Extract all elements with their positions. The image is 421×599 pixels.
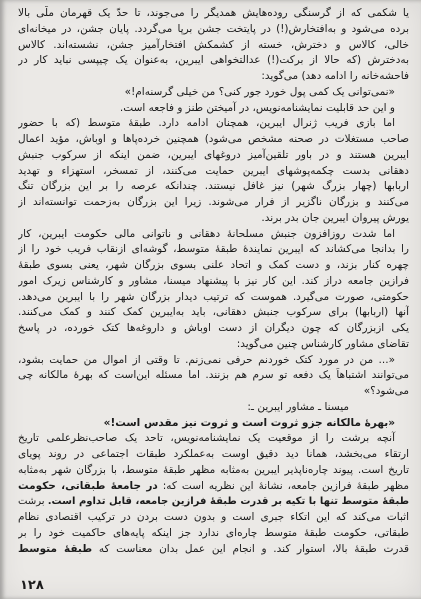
emphasized-text: در جامعهٔ طبقاتی، حکومت — [18, 479, 158, 492]
quote-line: «... من در مورد کتک خوردنم حرفی نمی‌زنم. تا وقتی از اموال من حمایت بشود، — [18, 353, 395, 366]
text-line: خالی، کالاس و دخترش، خسته از کشمکش افتخارآمیز جشن، نشسته‌اند. کالاس — [18, 38, 409, 51]
text-line: می‌کنند و بزرگان ناگزیر از فرار می‌شوند. زیرا این بزرگان به‌زحمت توانسته‌اند از — [18, 196, 409, 208]
line-text: مظهر طبقهٔ فرازین جامعه، نشانهٔ این نظریه است که: — [157, 479, 409, 492]
text-line: تاریخ است. پیوند چاره‌ناپذیر ایبرین به‌مثابه مظهر طبقهٔ متوسط، با بزرگان شهر به‌مثابه — [18, 463, 409, 476]
text-line: فاحشه‌خانه را ادامه دهد) می‌گوید: — [261, 70, 409, 82]
emphasized-text: طبقهٔ متوسط — [18, 542, 93, 555]
paragraph-start-line: اما شدت روزافزون جنبش مسلحانهٔ دهقانی و ناتوانی مالی حکومت ایبرین، کار — [18, 227, 395, 240]
text-line: آنها (اربابها) برای سرکوب جنبش دهقانی، باید به‌ایبرین کمک کنند و کمک می‌کنند. — [18, 306, 409, 319]
text-line: دهقانی بدست چکمه‌پوشهای ایبرین حمایت می‌کنند، از تمسخر، استهزاء و تهدید — [18, 164, 409, 177]
quote-line: می‌توانند اشتباهاً یک دفعه تو سرم هم بزنند. اما مسئله این‌است که بهرهٔ مالکانه چی — [18, 369, 409, 382]
text-line: یکی ازبزرگان که چون دیگران از دست اوباش و داروغه‌ها کتک خورده، در پاسخ — [18, 322, 409, 334]
page-body-text — [18, 6, 409, 557]
quote-line: «نمی‌توانی یک کمی پول خورد جور کنی؟ من خیلی گرسنه‌ام!» — [124, 85, 395, 98]
text-line: طبقاتی، حکومت طبقهٔ متوسط چاره‌ای ندارد جز اینکه پایه‌های حاکمیت خود را بر — [18, 526, 409, 539]
emphasized-text: طبقهٔ متوسط تنها با تکیه بر قدرت طبقهٔ فرازین جامعه، قابل تداوم است. — [47, 496, 409, 508]
line-text: برشت — [18, 496, 48, 508]
text-line: ایبرین هستند و در باور تلقین‌آمیز دروغهای ایبرین، ضمن اینکه از سرکوب جنبش — [18, 148, 409, 161]
text-line — [18, 494, 409, 510]
quote-line: «بهرهٔ مالکانه جزو ثروت است و ثروت نیز مقدس است!» — [103, 416, 395, 429]
speaker-line: میسنا ـ مشاور ایبرین ـ: — [247, 400, 349, 413]
text-line — [18, 479, 409, 495]
text-line: برده می‌شود و به‌افتخارش(!) در پایتخت جشن برپا می‌گردد. پایان جشن، در میخانه‌ای — [18, 22, 409, 35]
paragraph-start-line: اما بازی فریب ژنرال ایبرین، همچنان ادامه دارد. طبقهٔ متوسط (که با حضور — [18, 117, 395, 130]
text-line: چهره کنار بزند، و دست کمک و اتحاد علنی بسوی بزرگان شهر، یعنی بسوی طبقهٔ — [18, 259, 409, 271]
text-line: اثبات می‌کند که این اتکاء جبری است و بدون دست بردن در ترکیب اقتصادی نظام — [18, 511, 409, 523]
text-line: ارتقاء می‌بخشد، همانا دید دقیق اوست به‌عملکرد طبقات اجتماعی در روند پویای — [18, 448, 409, 460]
text-line — [18, 542, 409, 558]
line-text: قدرت طبقهٔ بالا، استوار کند. و انجام این عمل بدان معناست که — [92, 542, 409, 555]
text-line: و این حد قابلیت نمایشنامه‌نویس، در آمیختن طنز و فاجعه است. — [119, 101, 395, 114]
text-line: یورش پیروان ایبرین جان بدر برند. — [261, 211, 409, 224]
paragraph-start-line: آنچه برشت را از موقعیت یک نمایشنامه‌نویس، تاحد یک صاحب‌نظرعلمی تاریخ — [18, 432, 395, 445]
text-line: فرازین جامعه دراز کند. این کار نیز با پیشنهاد میسنا، مشاور و کارشناس زیرک امور — [18, 274, 409, 287]
text-line: اربابها (چهار بزرگ شهر) نیز غافل نیستند. چندانکه عرصه را بر این بزرگان تنگ — [18, 180, 409, 193]
text-line: حکومتی، صورت می‌گیرد. هموست که ترتیب دیدار بزرگان شهر را با ایبرین می‌دهد. — [18, 290, 409, 303]
quote-line: می‌شود؟» — [363, 385, 409, 397]
text-line: یا شکمی که از گرسنگی روده‌هایش همدیگر را می‌جوند، تا حدّ یک قهرمان ملّی بالا — [18, 7, 409, 19]
text-line: به‌دخترش (که حالا از برکت(!) عدالتخواهی ایبرین، به‌عنوان یک چیپسی نباید کار در — [18, 54, 409, 67]
text-line: را بدانجا می‌کشاند که ایبرین نمایندهٔ طبقهٔ متوسط، گوشه‌ای ازنقاب فریب خود را از — [18, 243, 409, 256]
page-number: ۱۲۸ — [20, 578, 44, 593]
text-line: تقاضای مشاور کارشناس چنین می‌گوید: — [236, 337, 409, 350]
text-line: صاحب مستغلات در صحنه مشخص می‌شود) همچنین خرده‌پاها و اوباش، مؤید اعمال — [18, 133, 409, 145]
